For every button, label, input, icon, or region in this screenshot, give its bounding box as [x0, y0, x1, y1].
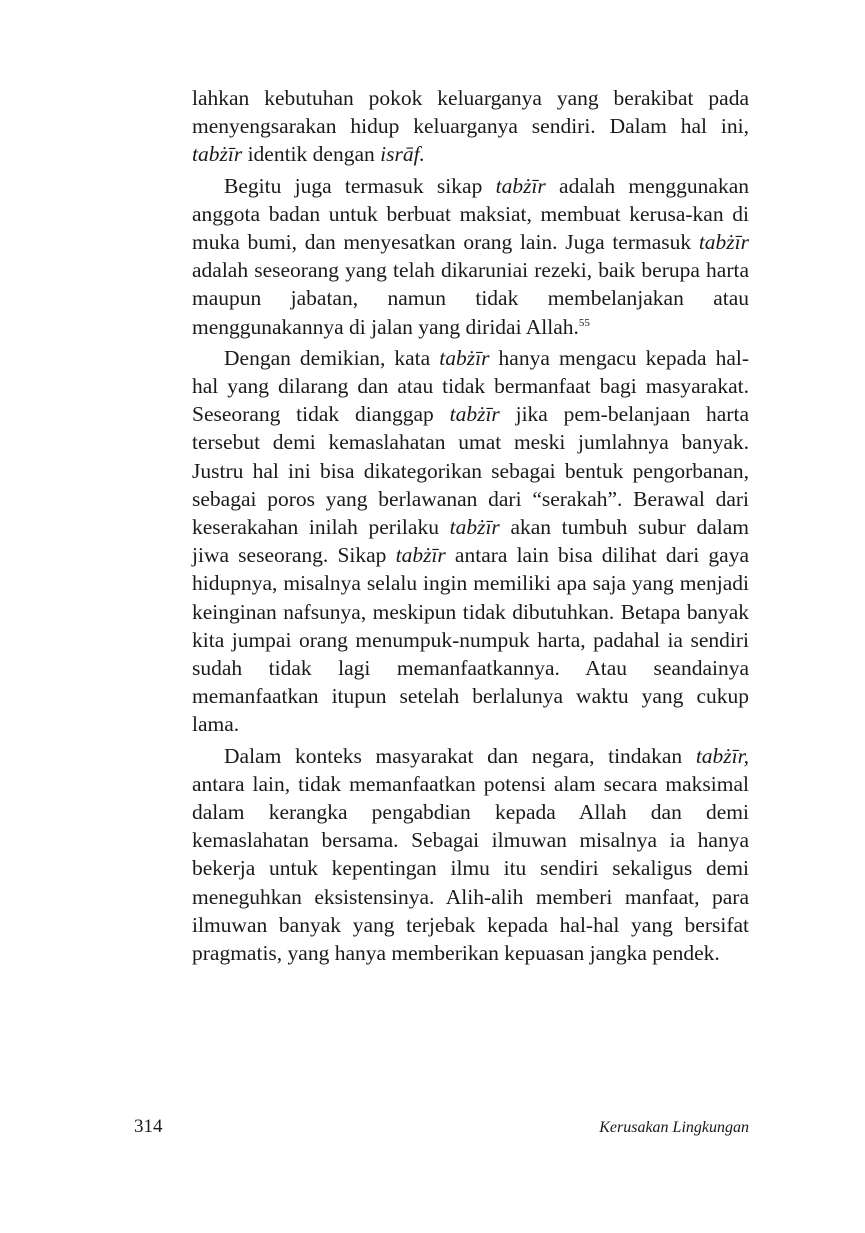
italic-term: tabżīr: [439, 345, 490, 370]
italic-term: tabżīr: [698, 230, 749, 255]
page-footer: [134, 1116, 749, 1138]
italic-term: tabżīr: [395, 543, 446, 568]
text-run: antara lain bisa dilihat dari gaya hidupnya, misalnya selalu ingin memiliki apa saja yang menjadi keinginan nafsunya, meskipun tidak dibutuhkan. Betapa banyak kita jumpai orang menumpuk-numpuk harta, padahal ia sendiri sudah tidak lagi memanfaatkannya. Atau seandainya memanfaatkan itupun setelah berlalunya waktu yang cukup lama.: [192, 543, 749, 737]
italic-term: tabżīr: [495, 173, 546, 198]
footnote-marker: 55: [578, 316, 590, 329]
text-run: lahkan kebutuhan pokok keluarganya yang berakibat pada menyengsarakan hidup keluarganya sendiri. Dalam hal ini,: [192, 86, 749, 139]
italic-term: tabżīr: [449, 402, 500, 427]
paragraph: [192, 84, 749, 169]
text-run: adalah seseorang yang telah dikaruniai rezeki, baik berupa harta maupun jabatan, namun tidak membelanjakan atau menggunakannya di jalan yang diridai Allah.: [192, 258, 749, 339]
text-run: Dalam konteks masyarakat dan negara, tindakan: [224, 743, 696, 768]
body-text: [192, 84, 749, 967]
paragraph: [192, 172, 749, 341]
page-number: 314: [134, 1116, 163, 1137]
text-run: Dengan demikian, kata: [224, 345, 440, 370]
italic-term: tabżīr: [192, 142, 243, 167]
running-title: Kerusakan Lingkungan: [599, 1119, 749, 1136]
italic-term: tabżīr,: [695, 743, 749, 768]
paragraph: [192, 742, 749, 968]
text-run: jika pem-belanjaan harta tersebut demi kemaslahatan umat meski jumlahnya banyak. Justru hal ini bisa dikategorikan sebagai bentuk pengorbanan, sebagai poros yang berlawanan dari “serakah”. Berawal dari keserakahan inilah perilaku: [192, 402, 749, 540]
text-run: akan tumbuh subur dalam jiwa seseorang. Sikap: [192, 515, 749, 568]
italic-term: isrāf.: [380, 142, 425, 167]
text-run: identik dengan: [242, 142, 381, 167]
paragraph: [192, 344, 749, 739]
text-run: antara lain, tidak memanfaatkan potensi alam secara maksimal dalam kerangka pengabdian kepada Allah dan demi kemaslahatan bersama. Sebagai ilmuwan misalnya ia hanya bekerja untuk kepentingan ilmu itu sendiri sekaligus demi meneguhkan eksistensinya. Alih-alih memberi manfaat, para ilmuwan banyak yang terjebak kepada hal-hal yang bersifat pragmatis, yang hanya memberikan kepuasan jangka pendek.: [192, 771, 749, 966]
italic-term: tabżīr: [449, 515, 500, 540]
text-run: adalah menggunakan anggota badan untuk berbuat maksiat, membuat kerusa-kan di muka bumi, dan menyesatkan orang lain. Juga termasuk: [192, 173, 750, 255]
text-run: hanya mengacu kepada hal-hal yang dilarang dan atau tidak bermanfaat bagi masyarakat. Seseorang tidak dianggap: [192, 345, 749, 427]
text-run: Begitu juga termasuk sikap: [224, 173, 496, 198]
